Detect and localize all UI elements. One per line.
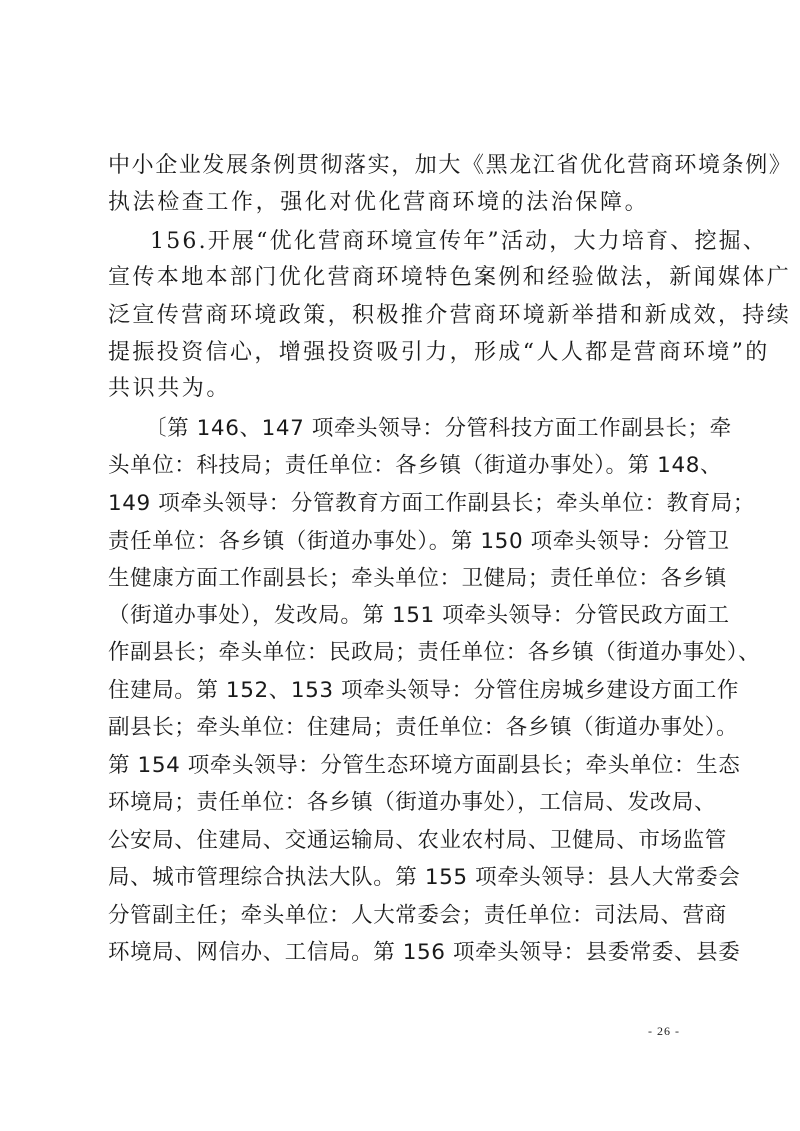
paragraph-line: 环境局、网信办、工信局。第 156 项牵头领导：县委常委、县委	[108, 940, 741, 965]
paragraph-line: 头单位：科技局；责任单位：各乡镇（街道办事处）。第 148、	[108, 453, 723, 478]
paragraph-line: 公安局、住建局、交通运输局、农业农村局、卫健局、市场监管	[108, 828, 727, 853]
paragraph-line: 中小企业发展条例贯彻落实，加大《黑龙江省优化营商环境条例》	[108, 153, 793, 178]
paragraph-line: 149 项牵头领导：分管教育方面工作副县长；牵头单位：教育局；	[108, 491, 755, 516]
paragraph-line: 〔第 146、147 项牵头领导：分管科技方面工作副县长；牵	[145, 416, 732, 441]
paragraph-line: 副县长；牵头单位：住建局；责任单位：各乡镇（街道办事处）。	[108, 715, 739, 740]
paragraph-line: 环境局；责任单位：各乡镇（街道办事处），工信局、发改局、	[108, 790, 717, 815]
paragraph-line: 第 154 项牵头领导：分管生态环境方面副县长；牵头单位：生态	[108, 753, 741, 778]
paragraph-line: 泛宣传营商环境政策，积极推介营商环境新举措和新成效，持续	[108, 303, 792, 328]
page-number: - 26 -	[648, 1024, 680, 1038]
paragraph-line: （街道办事处），发改局。第 151 项牵头领导：分管民政方面工	[108, 603, 730, 628]
paragraph-line: 作副县长；牵头单位：民政局；责任单位：各乡镇（街道办事处）、	[108, 640, 761, 665]
paragraph-line: 责任单位：各乡镇（街道办事处）。第 150 项牵头领导：分管卫	[108, 529, 730, 554]
paragraph-line: 生健康方面工作副县长；牵头单位：卫健局；责任单位：各乡镇	[108, 566, 727, 591]
paragraph-line: 分管副主任；牵头单位：人大常委会；责任单位：司法局、营商	[108, 903, 727, 928]
paragraph-line: 156.开展“优化营商环境宣传年”活动，大力培育、挖掘、	[150, 229, 768, 254]
paragraph-line: 共识共为。	[108, 376, 232, 401]
paragraph-line: 住建局。第 152、153 项牵头领导：分管住房城乡建设方面工作	[108, 678, 739, 703]
paragraph-line: 宣传本地本部门优化营商环境特色案例和经验做法，新闻媒体广	[108, 265, 792, 290]
paragraph-line: 局、城市管理综合执法大队。第 155 项牵头领导：县人大常委会	[108, 865, 741, 890]
paragraph-line: 提振投资信心，增强投资吸引力，形成“人人都是营商环境”的	[108, 340, 770, 365]
paragraph-line: 执法检查工作，强化对优化营商环境的法治保障。	[108, 190, 650, 215]
